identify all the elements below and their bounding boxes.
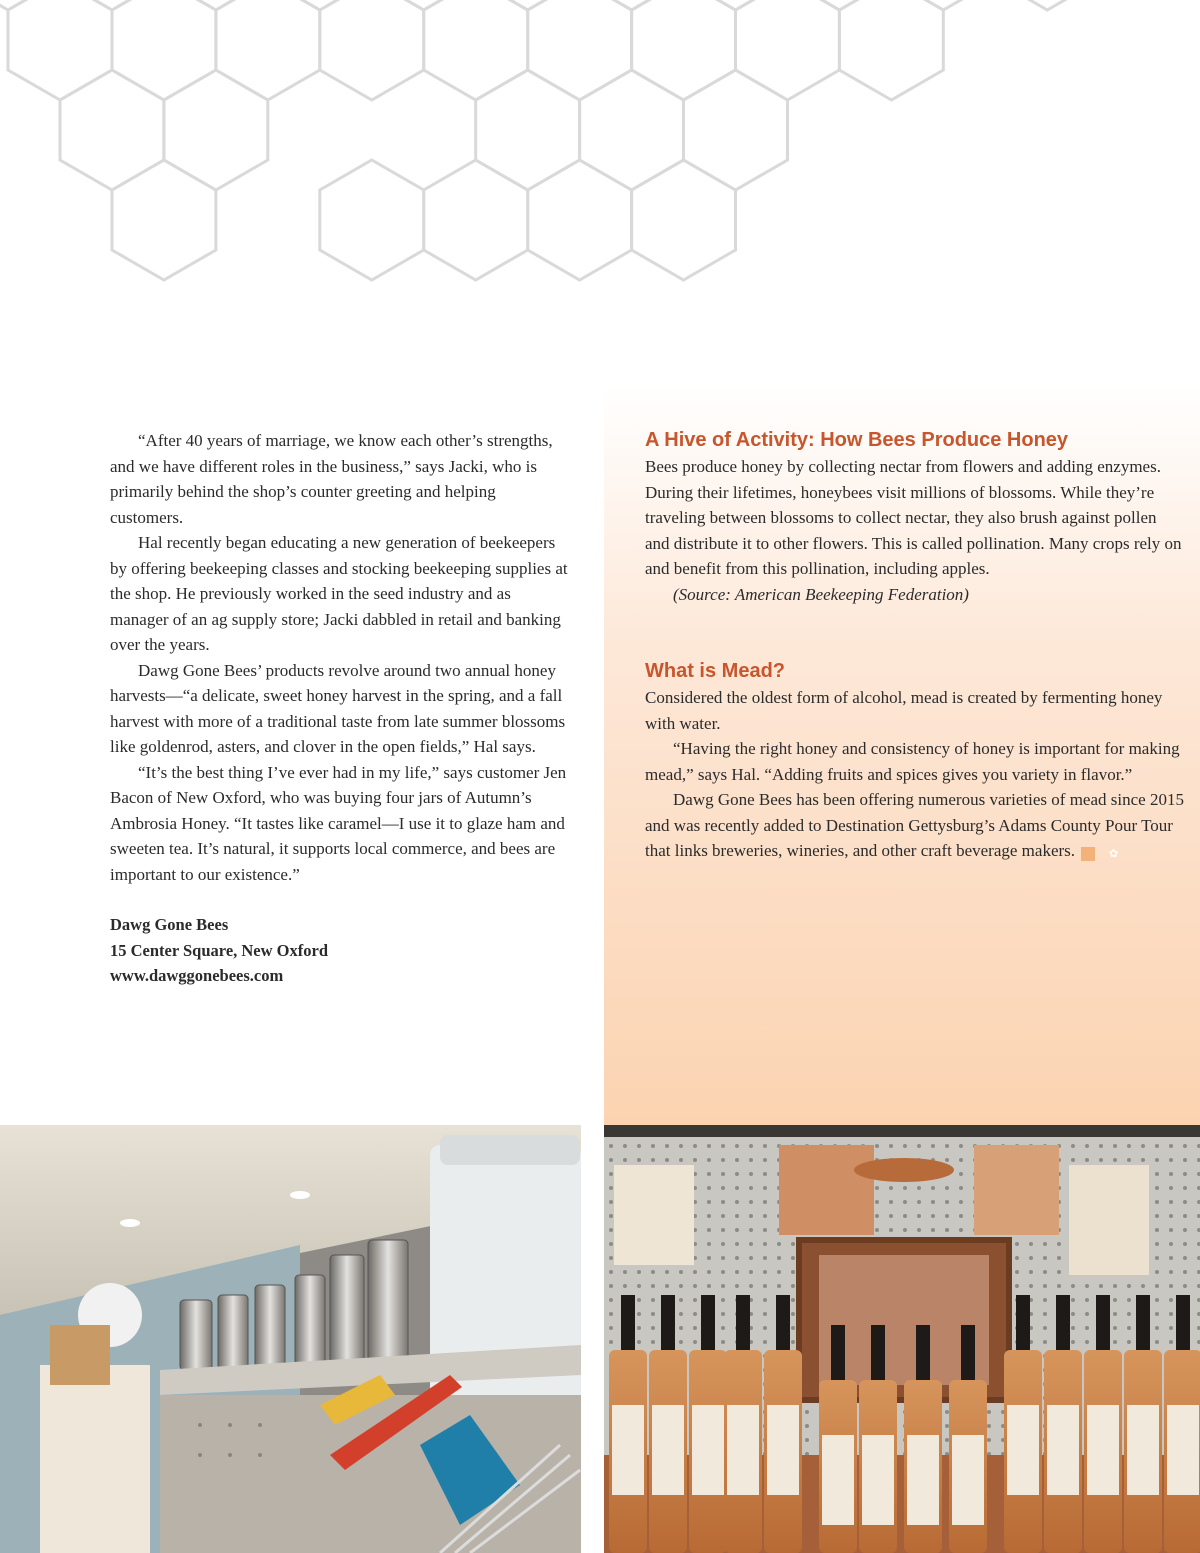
business-address: 15 Center Square, New Oxford	[110, 940, 328, 960]
article-paragraph: Hal recently began educating a new generation of beekeepers by offering beekeeping classes and stocking beekeeping supplies at the shop. He previously worked in the seed industry and as manager of an ag supply store; Jacki dabbled in retail and banking over the years.	[110, 533, 568, 654]
sidebar-heading-honey: A Hive of Activity: How Bees Produce Honey	[645, 429, 1069, 451]
mead-bottles-photo	[604, 1125, 1200, 1553]
hexagon-shape	[8, 0, 112, 100]
hexagon-shape	[580, 70, 684, 190]
sidebar-source: (Source: American Beekeeping Federation)	[673, 584, 969, 604]
article-paragraph: “It’s the best thing I’ve ever had in my life,” says customer Jen Bacon of New Oxford, who was buying four jars of Autumn’s Ambrosia Honey. “It tastes like caramel—I use it to glaze ham and sweeten tea. It’s natural, it supports local commerce, and bees are important to our existence.”	[110, 762, 567, 884]
hexagon-shape	[476, 70, 580, 190]
business-website[interactable]: www.dawggonebees.com	[110, 966, 284, 985]
shop-shelf-photo	[0, 1125, 581, 1553]
hexagon-shape	[736, 0, 840, 100]
hexagon-shape	[684, 70, 788, 190]
hexagon-shape	[528, 160, 632, 280]
hexagon-shape	[112, 0, 216, 100]
hexagon-shape	[112, 160, 216, 280]
hexagon-shape	[320, 0, 424, 100]
hexagon-shape	[528, 0, 632, 100]
hexagon-shape	[216, 0, 320, 100]
sidebar-content	[645, 426, 1185, 864]
sidebar-heading-mead: What is Mead?	[645, 660, 786, 682]
sidebar-paragraph: Bees produce honey by collecting nectar from flowers and adding enzymes. During their lifetimes, honeybees visit millions of blossoms. While they’re traveling between blossoms to collect nectar, they also brush against pollen and distribute it to other flowers. This is called pollination. Many crops rely on and benefit from this pollination, including apples.	[645, 457, 1182, 578]
sidebar-section-mead	[645, 657, 1185, 864]
end-mark-icon: ✿	[1081, 847, 1095, 861]
sidebar-paragraph: Considered the oldest form of alcohol, mead is created by fermenting honey with water.	[645, 688, 1163, 733]
hexagon-shape	[424, 0, 528, 100]
hexagon-shape	[995, 0, 1099, 10]
article-paragraph: “After 40 years of marriage, we know each other’s strengths, and we have different roles in the business,” says Jacki, who is primarily behind the shop’s counter greeting and helping customers.	[110, 431, 553, 527]
sidebar-paragraph-text: Dawg Gone Bees has been offering numerous varieties of mead since 2015 and was recently added to Destination Gettysburg’s Adams County Pour Tour that links breweries, wineries, and other craft beverage makers.	[645, 790, 1184, 860]
honeycomb-pattern	[0, 0, 1200, 400]
article-paragraph: Dawg Gone Bees’ products revolve around two annual honey harvests—“a delicate, sweet honey harvest in the spring, and a fall harvest with more of a traditional taste from late summer blossoms like goldenrod, asters, and clover in the open fields,” Hal says.	[110, 660, 566, 756]
sidebar-paragraph	[645, 787, 1185, 864]
hexagon-shape	[164, 70, 268, 190]
hexagon-shape	[320, 160, 424, 280]
hexagon-shape	[424, 160, 528, 280]
hexagon-shape	[839, 0, 943, 100]
hexagon-shape	[632, 160, 736, 280]
sidebar-paragraph: “Having the right honey and consistency of honey is important for making mead,” says Hal. “Adding fruits and spices gives you variety in flavor.”	[645, 739, 1180, 784]
article-left-column	[110, 428, 570, 989]
business-name: Dawg Gone Bees	[110, 915, 229, 934]
hexagon-shape	[632, 0, 736, 100]
business-contact	[110, 912, 570, 989]
hexagon-shape	[60, 70, 164, 190]
